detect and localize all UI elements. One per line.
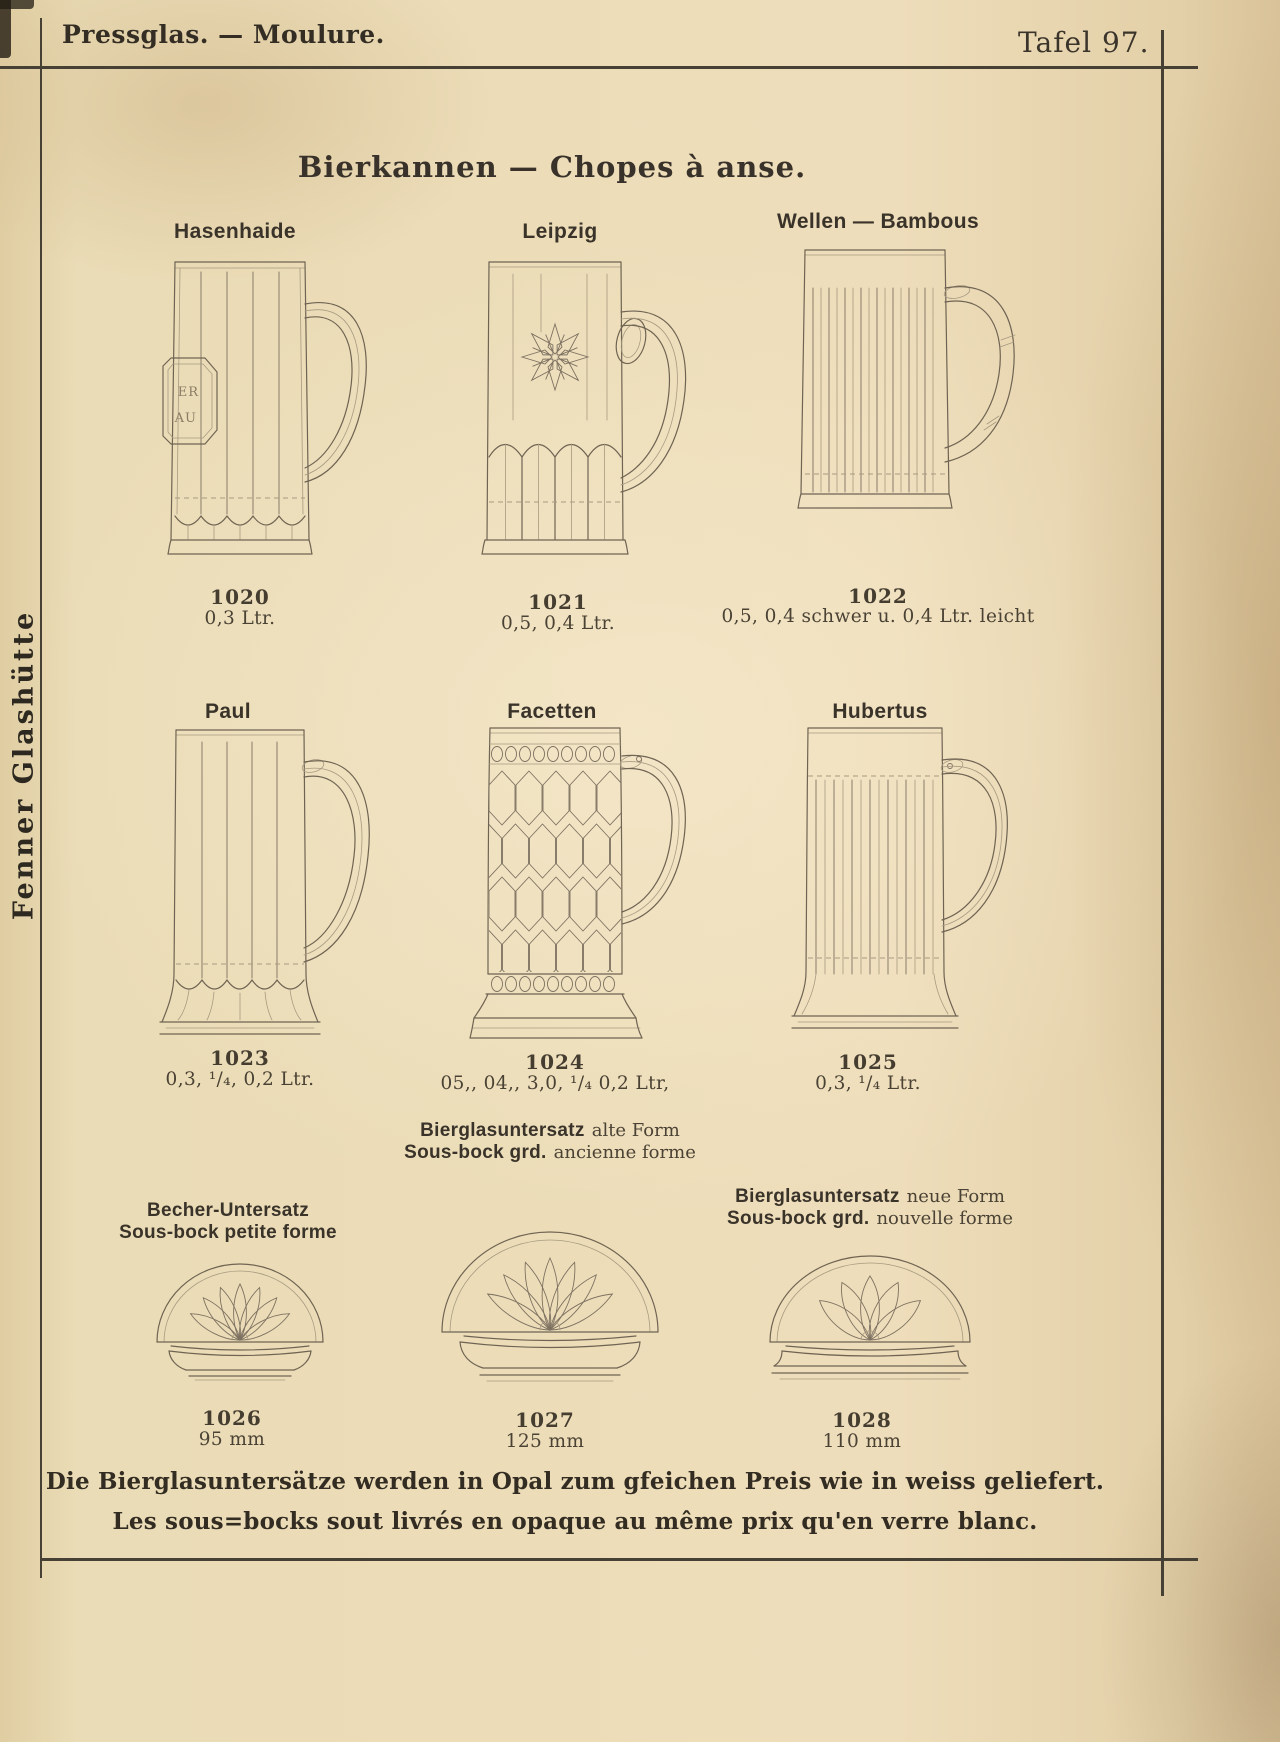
product-name-paul: Paul <box>205 700 251 723</box>
honeycomb-facet-pattern <box>476 771 637 984</box>
product-number: 1026 <box>202 1406 262 1430</box>
coaster-header-bold: Becher-Untersatz <box>146 1200 310 1221</box>
coaster-header-rest: ancienne forme <box>553 1142 696 1163</box>
coaster-header-1028-line2 <box>727 1208 1013 1230</box>
coaster-illustration-1026 <box>149 1256 331 1392</box>
coaster-header-rest: neue Form <box>906 1186 1005 1207</box>
coaster-header-bold: Sous-bock petite forme <box>119 1222 337 1243</box>
page-title: Bierkannen — Chopes à anse. <box>297 150 807 184</box>
mug-illustration-1024 <box>468 722 696 1052</box>
mug-illustration-1022 <box>791 242 1026 524</box>
product-sizes: 0,3, ¹/₄, 0,2 Ltr. <box>165 1069 315 1090</box>
frame-rule-right <box>1161 30 1164 1596</box>
product-sizes: 110 mm <box>822 1431 902 1452</box>
header-left: Pressglas. — Moulure. <box>62 20 385 49</box>
mug-illustration-1020 <box>159 252 371 570</box>
coaster-header-1028-line1 <box>735 1186 1005 1208</box>
star-ornament <box>522 324 588 390</box>
coaster-illustration-1027 <box>432 1224 668 1396</box>
coaster-header-bold: Sous-bock grd. <box>726 1208 870 1229</box>
coaster-header-1027-line2 <box>404 1142 696 1164</box>
coaster-header-bold: Bierglasuntersatz <box>735 1186 900 1207</box>
product-name-leipzig: Leipzig <box>522 220 598 243</box>
coaster-header-rest: alte Form <box>591 1120 680 1141</box>
footer-note-french: Les sous=bocks sout livrés en opaque au même prix qu'en verre blanc. <box>112 1508 1038 1535</box>
product-sizes: 0,3 Ltr. <box>204 608 276 629</box>
coaster-illustration-1028 <box>760 1250 980 1392</box>
product-sizes: 05,, 04,, 3,0, ¹/₄ 0,2 Ltr, <box>440 1073 670 1094</box>
product-sizes: 125 mm <box>505 1431 585 1452</box>
product-name-facetten: Facetten <box>507 700 597 723</box>
product-number: 1028 <box>832 1408 892 1432</box>
mug-illustration-1023 <box>158 722 370 1044</box>
product-sizes: 0,5, 0,4 schwer u. 0,4 Ltr. leicht <box>721 606 1035 627</box>
frame-rule-bottom <box>40 1558 1198 1561</box>
product-number: 1025 <box>838 1050 898 1074</box>
coaster-header-rest: nouvelle forme <box>876 1208 1014 1229</box>
footer-note-german: Die Bierglasuntersätze werden in Opal zum gfeichen Preis wie in weiss geliefert. <box>45 1468 1105 1495</box>
scan-mark-corner-2 <box>0 0 34 9</box>
fan-petals <box>814 1276 926 1347</box>
fan-petals <box>188 1284 293 1346</box>
mug-illustration-1025 <box>792 722 1017 1034</box>
coaster-header-1026-line2 <box>119 1222 337 1244</box>
frame-rule-top <box>0 66 1198 69</box>
product-name-hasenhaide: Hasenhaide <box>174 220 296 243</box>
coaster-header-bold: Sous-bock grd. <box>404 1142 547 1163</box>
plaque-text-line2: AU <box>174 411 197 426</box>
product-number: 1020 <box>210 585 270 609</box>
coaster-header-bold: Bierglasuntersatz <box>420 1120 585 1141</box>
coaster-header-1027-line1 <box>420 1120 680 1142</box>
header-right-plate-number: Tafel 97. <box>1018 26 1150 59</box>
product-sizes: 0,5, 0,4 Ltr. <box>500 613 616 634</box>
mug-illustration-1021 <box>469 252 694 570</box>
fan-petals <box>484 1258 617 1337</box>
product-number: 1022 <box>848 584 908 608</box>
coaster-header-1026-line1 <box>147 1200 309 1222</box>
side-label-manufacturer: Fenner Glashütte <box>8 609 40 921</box>
product-number: 1023 <box>210 1046 270 1070</box>
plaque-text-line1: ER <box>177 385 199 400</box>
product-name-wellen-bambous: Wellen — Bambous <box>776 210 980 233</box>
product-sizes: 0,3, ¹/₄ Ltr. <box>815 1073 921 1094</box>
product-number: 1024 <box>525 1050 585 1074</box>
frame-rule-left <box>40 18 42 1578</box>
product-number: 1021 <box>528 590 588 614</box>
product-number: 1027 <box>515 1408 575 1432</box>
product-sizes: 95 mm <box>198 1429 266 1450</box>
product-name-hubertus: Hubertus <box>832 700 928 723</box>
